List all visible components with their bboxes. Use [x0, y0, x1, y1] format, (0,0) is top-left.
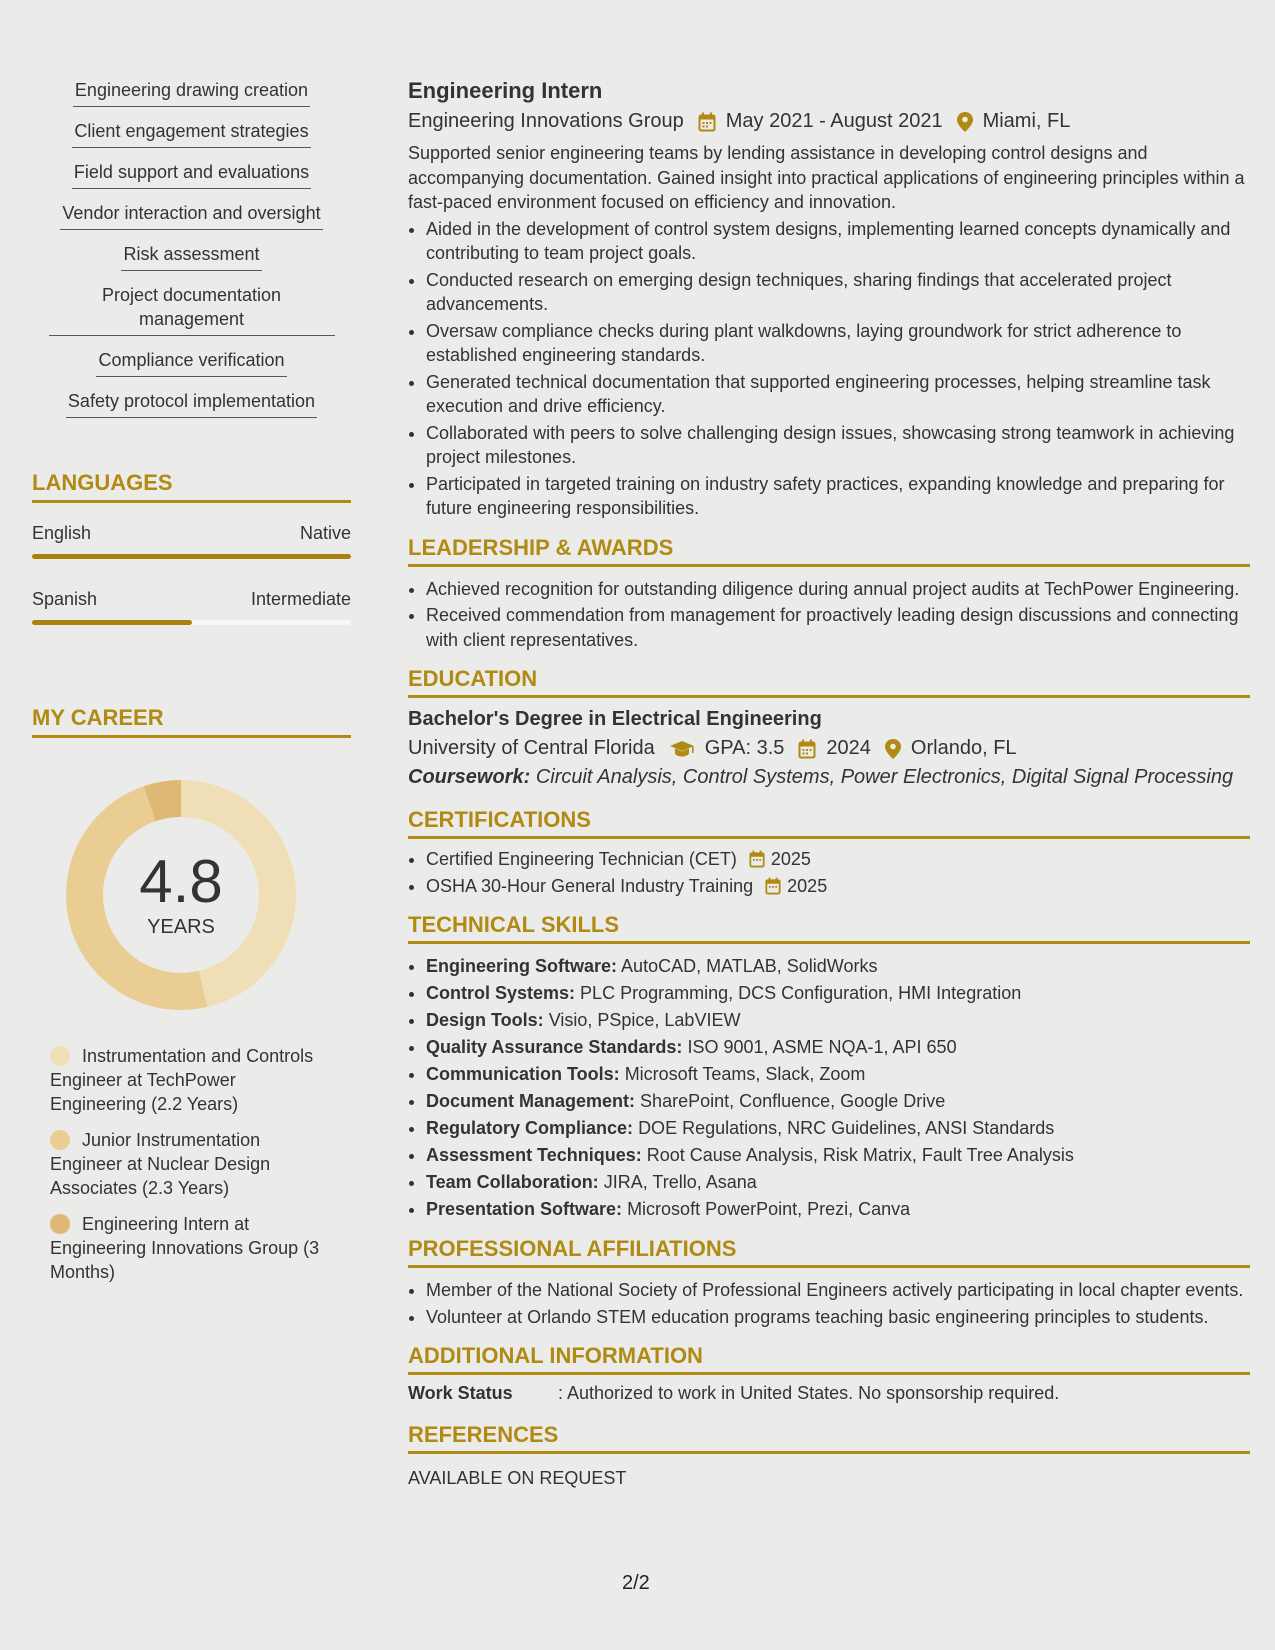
language-proficiency-bar: [32, 554, 351, 559]
language-name: Spanish: [32, 589, 98, 609]
skill-item: Engineering drawing creation: [32, 78, 351, 107]
affiliations-heading: PROFESSIONAL AFFILIATIONS: [408, 1236, 1250, 1268]
experience-entry: [408, 78, 1250, 521]
certification-year: 2025: [787, 875, 828, 896]
calendar-icon: [765, 877, 781, 895]
certifications-list: [408, 847, 1250, 898]
page-number: 2/2: [622, 1572, 650, 1594]
language-level: Intermediate: [250, 589, 351, 609]
education-coursework: [408, 766, 1250, 789]
skill-item: Compliance verification: [32, 348, 351, 377]
skill-item: Safety protocol implementation: [32, 389, 351, 418]
job-title: Engineering Intern: [408, 78, 603, 103]
job-summary: Supported senior engineering teams by lending assistance in developing control designs and accompanying documentation. Gained insight into practical applications of engineering principles within a fast-paced environment focused on efficiency and innovation.: [408, 143, 1245, 212]
certification-name: • Certified Engineering Technician (CET): [426, 849, 737, 869]
affiliations-list: [408, 1278, 1250, 1329]
job-meta: [408, 110, 1250, 133]
certification-item: [426, 874, 1250, 899]
language-proficiency-fill: [32, 554, 351, 559]
career-donut-chart: [66, 780, 296, 1010]
career-heading: MY CAREER: [32, 705, 351, 738]
career-legend: [50, 1044, 330, 1284]
education-location: Orlando, FL: [910, 737, 1017, 759]
skill-item: Risk assessment: [32, 242, 351, 271]
skill-item: Vendor interaction and oversight: [32, 201, 351, 230]
career-legend-item: Junior Instrumentation Engineer at Nuclear Design Associates (2.3 Years): [50, 1130, 271, 1198]
career-section: [32, 705, 351, 1284]
work-status-value: : Authorized to work in United States. No sponsorship required.: [558, 1383, 1060, 1403]
coursework-label: Coursework:: [408, 766, 531, 788]
technical-skill-item: • Assessment Techniques: Root Cause Analysis, Risk Matrix, Fault Tree Analysis: [426, 1143, 1250, 1168]
work-status-label: Work Status: [408, 1383, 513, 1403]
language-english: [32, 523, 351, 559]
job-bullets: [408, 217, 1250, 521]
graduation-cap-icon: [669, 740, 695, 758]
job-bullet: • Conducted research on emerging design techniques, sharing findings that accelerated project advancements.: [426, 268, 1250, 317]
technical-skills-list: [408, 954, 1250, 1222]
leadership-item: • Received commendation from management for proactively leading design discussions and connecting with client representatives.: [426, 603, 1250, 652]
certification-item: [426, 847, 1250, 872]
technical-skill-item: • Team Collaboration: JIRA, Trello, Asana: [426, 1170, 1250, 1195]
technical-skill-item: • Quality Assurance Standards: ISO 9001, ASME NQA-1, API 650: [426, 1035, 1250, 1060]
location-pin-icon: [885, 739, 901, 759]
technical-skills-heading: TECHNICAL SKILLS: [408, 912, 1250, 944]
skill-item: Field support and evaluations: [32, 160, 351, 189]
legend-dot: [50, 1214, 70, 1234]
references-heading: REFERENCES: [408, 1422, 1250, 1454]
languages-heading: LANGUAGES: [32, 470, 351, 503]
education-degree: Bachelor's Degree in Electrical Engineering: [408, 708, 822, 730]
technical-skill-item: • Regulatory Compliance: DOE Regulations, NRC Guidelines, ANSI Standards: [426, 1116, 1250, 1141]
references-text: AVAILABLE ON REQUEST: [408, 1468, 627, 1488]
leadership-list: [408, 577, 1250, 653]
coursework-value: Circuit Analysis, Control Systems, Power Electronics, Digital Signal Processing: [535, 766, 1234, 788]
calendar-icon: [798, 739, 816, 759]
education-year: 2024: [826, 737, 871, 759]
job-dates: May 2021 - August 2021: [725, 110, 943, 132]
technical-skill-item: • Control Systems: PLC Programming, DCS Configuration, HMI Integration: [426, 981, 1250, 1006]
certifications-heading: CERTIFICATIONS: [408, 807, 1250, 839]
technical-skill-item: • Presentation Software: Microsoft PowerPoint, Prezi, Canva: [426, 1197, 1250, 1222]
leadership-heading: LEADERSHIP & AWARDS: [408, 535, 1250, 567]
career-total-years: 4.8: [139, 848, 223, 915]
additional-info-heading: ADDITIONAL INFORMATION: [408, 1343, 1250, 1375]
certification-name: • OSHA 30-Hour General Industry Training: [426, 875, 754, 896]
job-bullet: • Oversaw compliance checks during plant walkdowns, laying groundwork for strict adherence to established engineering standards.: [426, 319, 1250, 368]
language-spanish: [32, 589, 351, 625]
job-bullet: • Participated in targeted training on industry safety practices, expanding knowledge and preparing for future engineering responsibilities.: [426, 472, 1250, 521]
languages-section: [32, 470, 351, 625]
skills-list: [32, 78, 351, 418]
education-gpa: GPA: 3.5: [704, 737, 785, 759]
legend-dot: [50, 1046, 70, 1066]
work-status: [408, 1383, 1250, 1404]
career-total-unit: YEARS: [147, 916, 215, 938]
education-meta: [408, 737, 1250, 760]
language-name: English: [32, 523, 92, 543]
legend-dot: [50, 1130, 70, 1150]
job-location: Miami, FL: [982, 110, 1071, 132]
left-column: [32, 78, 351, 1296]
job-bullet: • Generated technical documentation that supported engineering processes, helping streamline task execution and drive efficiency.: [426, 370, 1250, 419]
certification-year: 2025: [770, 849, 811, 869]
technical-skill-item: • Design Tools: Visio, PSpice, LabVIEW: [426, 1008, 1250, 1033]
right-column: [408, 78, 1250, 1489]
calendar-icon: [749, 850, 765, 868]
affiliation-item: • Member of the National Society of Professional Engineers actively participating in local chapter events.: [426, 1278, 1250, 1303]
education-school: University of Central Florida: [408, 737, 655, 759]
job-bullet: • Aided in the development of control system designs, implementing learned concepts dynamically and contributing to team project goals.: [426, 217, 1250, 266]
skill-item: Client engagement strategies: [32, 119, 351, 148]
job-company: Engineering Innovations Group: [408, 110, 684, 132]
affiliation-item: • Volunteer at Orlando STEM education programs teaching basic engineering principles to students.: [426, 1305, 1250, 1330]
skill-item: Project documentation management: [32, 283, 351, 336]
language-level: Native: [299, 523, 351, 543]
technical-skill-item: • Engineering Software: AutoCAD, MATLAB, SolidWorks: [426, 954, 1250, 979]
location-pin-icon: [957, 112, 973, 132]
language-proficiency-bar: [32, 620, 351, 625]
job-bullet: • Collaborated with peers to solve challenging design issues, showcasing strong teamwork in achieving project milestones.: [426, 421, 1250, 470]
technical-skill-item: • Communication Tools: Microsoft Teams, Slack, Zoom: [426, 1062, 1250, 1087]
education-heading: EDUCATION: [408, 666, 1250, 698]
language-proficiency-fill: [32, 620, 192, 625]
leadership-item: • Achieved recognition for outstanding diligence during annual project audits at TechPower Engineering.: [426, 577, 1250, 602]
technical-skill-item: • Document Management: SharePoint, Confluence, Google Drive: [426, 1089, 1250, 1114]
calendar-icon: [698, 112, 716, 132]
career-legend-item: Engineering Intern at Engineering Innovations Group (3 Months): [50, 1214, 320, 1282]
career-legend-item: Instrumentation and Controls Engineer at TechPower Engineering (2.2 Years): [50, 1046, 314, 1114]
